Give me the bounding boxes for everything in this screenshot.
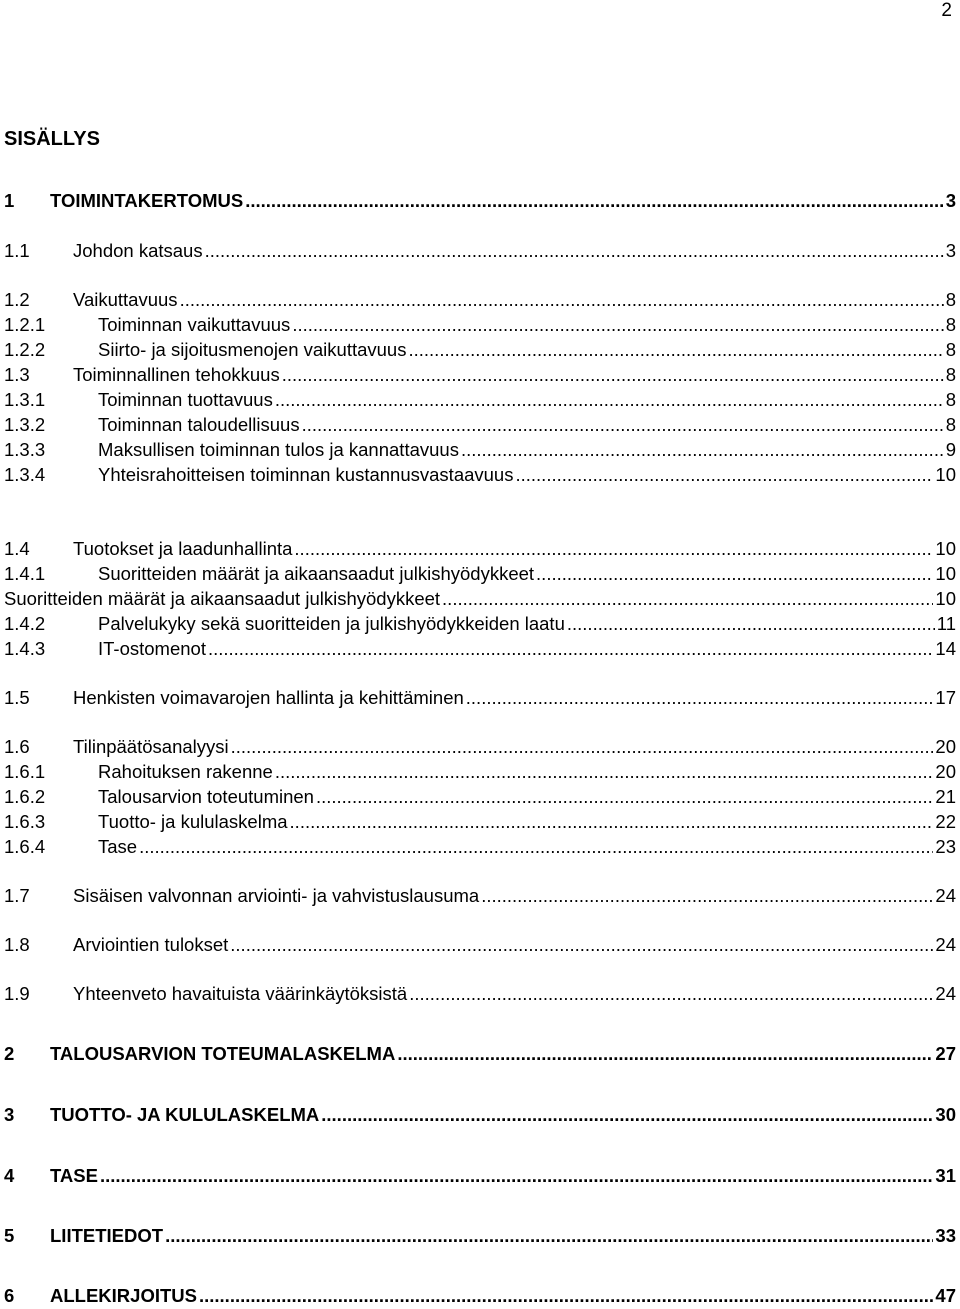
toc-entry[interactable] — [4, 736, 956, 760]
toc-entry-page: 9 — [945, 439, 956, 460]
toc-entry-page: 31 — [935, 1165, 956, 1186]
toc-entry-page: 8 — [945, 389, 956, 410]
toc-entry[interactable] — [4, 885, 956, 909]
toc-entry-text: Sisäisen valvonnan arviointi- ja vahvistuslausuma — [73, 885, 480, 906]
toc-entry-page: 17 — [935, 687, 956, 708]
toc-entry-number: 1.8 — [4, 934, 30, 955]
toc-entry-text: Suoritteiden määrät ja aikaansaadut julkishyödykkeet — [98, 563, 535, 584]
toc-entry-text: Toiminnan taloudellisuus — [98, 414, 300, 435]
toc-entry-text: Yhteenveto havaituista väärinkäytöksistä — [73, 983, 408, 1004]
toc-dot-leader — [294, 538, 933, 560]
toc-entry-number: 1.4.1 — [4, 563, 46, 584]
toc-dot-leader — [231, 736, 934, 758]
toc-entry-page: 10 — [935, 538, 956, 559]
toc-entry-text: Toiminnan tuottavuus — [98, 389, 273, 410]
toc-entry-page: 10 — [935, 563, 956, 584]
toc-entry-number: 4 — [4, 1165, 15, 1186]
toc-entry[interactable] — [4, 314, 956, 338]
toc-entry-page: 10 — [935, 464, 956, 485]
toc-entry-text: Siirto- ja sijoitusmenojen vaikuttavuus — [98, 339, 407, 360]
toc-entry-number: 3 — [4, 1104, 15, 1125]
toc-entry-number: 1.3.2 — [4, 414, 46, 435]
toc-entry-page: 8 — [945, 414, 956, 435]
toc-entry-text: LIITETIEDOT — [50, 1225, 164, 1246]
toc-dot-leader — [230, 934, 933, 956]
toc-entry[interactable] — [4, 464, 956, 488]
toc-entry-text: TUOTTO- JA KULULASKELMA — [50, 1104, 320, 1125]
toc-entry-number: 1.6.2 — [4, 786, 46, 807]
toc-dot-leader — [302, 414, 944, 436]
toc-entry-page: 10 — [935, 588, 956, 609]
toc-entry-text: Toiminnan vaikuttavuus — [98, 314, 291, 335]
toc-dot-leader — [461, 439, 944, 461]
toc-entry[interactable] — [4, 538, 956, 562]
toc-entry-page: 20 — [935, 761, 956, 782]
toc-dot-leader — [205, 240, 944, 262]
toc-entry-number: 1.6 — [4, 736, 30, 757]
toc-entry-number: 1.3.3 — [4, 439, 46, 460]
toc-entry-text: TASE — [50, 1165, 98, 1186]
toc-entry[interactable] — [4, 1225, 956, 1249]
toc-entry[interactable] — [4, 563, 956, 587]
toc-dot-leader — [292, 314, 943, 336]
toc-dot-leader — [397, 1043, 933, 1065]
toc-dot-leader — [208, 638, 933, 660]
toc-entry[interactable] — [4, 414, 956, 438]
toc-entry-page: 47 — [935, 1285, 956, 1306]
toc-entry-page: 8 — [945, 364, 956, 385]
toc-entry-page: 22 — [935, 811, 956, 832]
toc-entry-number: 1.6.3 — [4, 811, 46, 832]
toc-entry-text: Tuotto- ja kululaskelma — [98, 811, 288, 832]
toc-entry-number: 1.7 — [4, 885, 30, 906]
toc-entry-number: 1.3.4 — [4, 464, 46, 485]
toc-entry-text: Tuotokset ja laadunhallinta — [73, 538, 293, 559]
toc-entry[interactable] — [4, 613, 956, 637]
toc-entry[interactable] — [4, 339, 956, 363]
toc-entry[interactable] — [4, 836, 956, 860]
toc-dot-leader — [100, 1165, 933, 1187]
toc-dot-leader — [139, 836, 933, 858]
toc-entry[interactable] — [4, 289, 956, 313]
toc-entry-page: 33 — [935, 1225, 956, 1246]
toc-entry-number: 1.5 — [4, 687, 30, 708]
toc-entry-number: 1.4.3 — [4, 638, 46, 659]
toc-dot-leader — [275, 761, 934, 783]
toc-entry-text: ALLEKIRJOITUS — [50, 1285, 197, 1306]
toc-dot-leader — [245, 190, 943, 212]
toc-dot-leader — [165, 1225, 933, 1247]
toc-entry-text: Arviointien tulokset — [73, 934, 229, 955]
toc-entry-number: 1.6.1 — [4, 761, 46, 782]
toc-entry-page: 11 — [936, 613, 956, 634]
toc-entry-number: 1.9 — [4, 983, 30, 1004]
toc-dot-leader — [481, 885, 933, 907]
toc-entry-page: 20 — [935, 736, 956, 757]
toc-dot-leader — [515, 464, 933, 486]
toc-dot-leader — [199, 1285, 933, 1307]
toc-entry-page: 27 — [935, 1043, 956, 1064]
toc-entry-number: 5 — [4, 1225, 15, 1246]
toc-entry[interactable] — [4, 588, 956, 612]
toc-entry-page: 23 — [935, 836, 956, 857]
toc-entry-page: 21 — [935, 786, 956, 807]
toc-entry[interactable] — [4, 389, 956, 413]
toc-entry-number: 1.1 — [4, 240, 30, 261]
toc-entry-text: Henkisten voimavarojen hallinta ja kehittäminen — [73, 687, 464, 708]
toc-entry-text: Maksullisen toiminnan tulos ja kannattavuus — [98, 439, 459, 460]
toc-entry-text: Palvelukyky sekä suoritteiden ja julkishyödykkeiden laatu — [98, 613, 565, 634]
toc-dot-leader — [290, 811, 934, 833]
toc-entry-number: 1.2 — [4, 289, 30, 310]
toc-entry-number: 1.2.1 — [4, 314, 46, 335]
toc-dot-leader — [316, 786, 933, 808]
toc-entry-text: TALOUSARVION TOTEUMALASKELMA — [50, 1043, 396, 1064]
toc-entry-page: 24 — [935, 934, 956, 955]
toc-dot-leader — [567, 613, 935, 635]
toc-entry[interactable] — [4, 983, 956, 1007]
toc-dot-leader — [536, 563, 933, 585]
toc-entry-text: TOIMINTAKERTOMUS — [50, 190, 244, 211]
toc-entry-page: 24 — [935, 885, 956, 906]
toc-entry-page: 24 — [935, 983, 956, 1004]
toc-entry[interactable] — [4, 687, 956, 711]
toc-entry[interactable] — [4, 1104, 956, 1128]
toc-entry-page: 3 — [945, 240, 956, 261]
toc-dot-leader — [282, 364, 944, 386]
toc-entry-text: Talousarvion toteutuminen — [98, 786, 314, 807]
toc-dot-leader — [466, 687, 934, 709]
toc-entry-text: Tilinpäätösanalyysi — [73, 736, 229, 757]
toc-entry[interactable] — [4, 364, 956, 388]
toc-entry-page: 8 — [945, 339, 956, 360]
toc-entry-number: 1.6.4 — [4, 836, 46, 857]
toc-entry[interactable] — [4, 786, 956, 810]
toc-entry[interactable] — [4, 638, 956, 662]
toc-entry-number: 1.3 — [4, 364, 30, 385]
toc-entry-text: Tase — [98, 836, 138, 857]
toc-entry-text: Rahoituksen rakenne — [98, 761, 273, 782]
toc-entry-number: 1.3.1 — [4, 389, 46, 410]
toc-dot-leader — [408, 339, 943, 361]
toc-entry[interactable] — [4, 761, 956, 785]
page-number: 2 — [941, 0, 952, 21]
toc-entry-number: 1.4 — [4, 538, 30, 559]
toc-entry-text: Yhteisrahoitteisen toiminnan kustannusvastaavuus — [98, 464, 514, 485]
toc-entry-text: Vaikuttavuus — [73, 289, 178, 310]
toc-entry-number: 6 — [4, 1285, 15, 1306]
toc-entry-page: 8 — [945, 289, 956, 310]
toc-entry[interactable] — [4, 1165, 956, 1189]
toc-entry-page: 3 — [945, 190, 956, 211]
toc-entry-number: 2 — [4, 1043, 15, 1064]
toc-entry-number: 1 — [4, 190, 15, 211]
toc-dot-leader — [180, 289, 944, 311]
toc-entry-text: Johdon katsaus — [73, 240, 203, 261]
toc-entry-text: Suoritteiden määrät ja aikaansaadut julkishyödykkeet — [4, 588, 441, 609]
toc-entry[interactable] — [4, 811, 956, 835]
toc-entry-number: 1.2.2 — [4, 339, 46, 360]
toc-title: SISÄLLYS — [4, 128, 100, 150]
toc-entry[interactable] — [4, 934, 956, 958]
toc-dot-leader — [409, 983, 933, 1005]
toc-entry-page: 14 — [935, 638, 956, 659]
toc-entry-number: 1.4.2 — [4, 613, 46, 634]
toc-entry[interactable] — [4, 439, 956, 463]
toc-entry[interactable] — [4, 190, 956, 214]
toc-dot-leader — [321, 1104, 933, 1126]
toc-entry[interactable] — [4, 1043, 956, 1067]
toc-entry[interactable] — [4, 1285, 956, 1309]
toc-entry-page: 8 — [945, 314, 956, 335]
toc-dot-leader — [442, 588, 933, 610]
toc-entry[interactable] — [4, 240, 956, 264]
toc-entry-page: 30 — [935, 1104, 956, 1125]
toc-entry-text: IT-ostomenot — [98, 638, 206, 659]
toc-dot-leader — [275, 389, 944, 411]
toc-entry-text: Toiminnallinen tehokkuus — [73, 364, 280, 385]
